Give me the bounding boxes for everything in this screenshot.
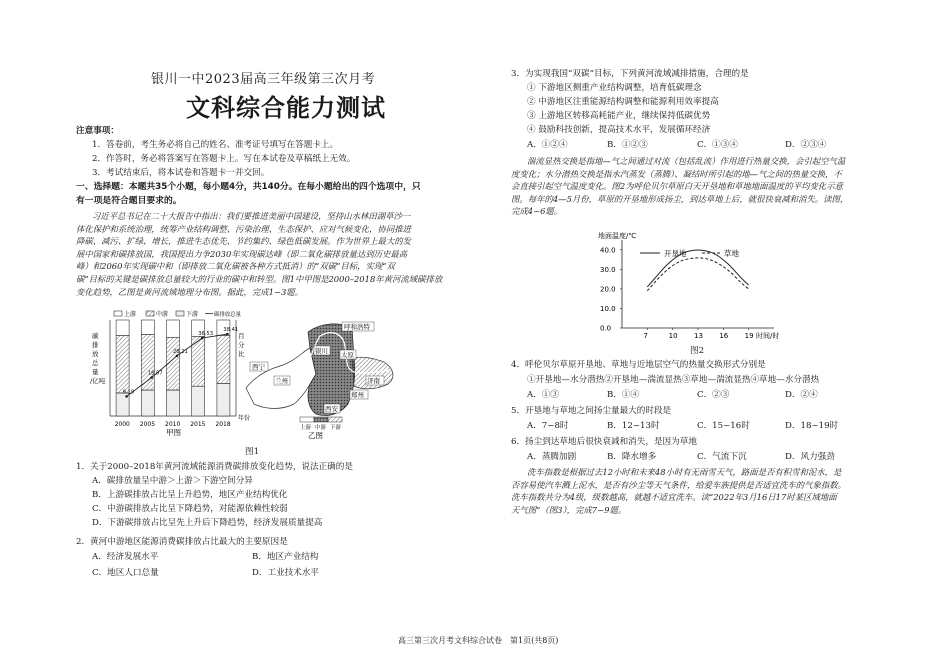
city-taiyuan: 太原 bbox=[341, 351, 354, 359]
jia-x-tick: 2018 bbox=[215, 421, 231, 428]
q6-stem: 6．扬尘到达草地后很快衰减和消失，是因为草地 bbox=[511, 437, 697, 447]
city-hohhot: 呼和浩特 bbox=[344, 323, 370, 331]
jia-legend bbox=[114, 310, 242, 318]
q4-option-d[interactable]: D．②④ bbox=[785, 390, 818, 400]
q3-item: ③ 上游地区转移高耗能产业，继续保持低碳优势 bbox=[527, 111, 711, 121]
city-xining: 西宁 bbox=[252, 363, 265, 371]
q4-items: ①开垦地—水分潜热②开垦地—湍流显热③草地—湍流显热④草地—水分潜热 bbox=[527, 375, 820, 385]
total-emission-label: 9.19 bbox=[122, 389, 135, 396]
figure1-yi-map bbox=[244, 318, 404, 440]
q3-item: ④ 鼓励科技创新，提高技术水平，发展循环经济 bbox=[527, 125, 711, 135]
fig2-ticks bbox=[600, 246, 754, 340]
section-heading-cont: 有一项是符合题目要求的。 bbox=[76, 196, 182, 206]
fig2-x-tick-label: 7 bbox=[643, 332, 648, 340]
bar-upstream bbox=[141, 320, 154, 334]
total-emission-label: 28.21 bbox=[173, 348, 188, 355]
fig2-x-tick-label: 13 bbox=[694, 332, 703, 340]
q2-option-b[interactable]: B．地区产业结构 bbox=[252, 552, 319, 562]
passage-line: 会直接引起空气温度变化。图2为呼伦贝尔草原白天开垦地和草地地面温度的平均变化示意 bbox=[511, 181, 843, 192]
q4-option-b[interactable]: B．①④ bbox=[607, 390, 640, 400]
passage-line: 洗车指数共分为4级，级数越高，就越不适宜洗车。读“2022年3月16日17时某区域地面 bbox=[511, 492, 837, 503]
figure1-jia-chart bbox=[88, 308, 256, 440]
city-jinan: 济南 bbox=[367, 377, 380, 385]
jia-x-tick: 2005 bbox=[139, 421, 156, 428]
q5-option-c[interactable]: C．15~16时 bbox=[697, 421, 750, 431]
total-emission-point bbox=[151, 376, 154, 379]
q1-option-d[interactable]: D．下游碳排放占比呈先上升后下降趋势，经济发展质量提高 bbox=[92, 518, 323, 528]
total-emission-label: 18.07 bbox=[147, 370, 163, 377]
legend-midstream: 中游 bbox=[156, 311, 169, 318]
jia-x-suffix: 年份 bbox=[238, 415, 251, 422]
jia-ylabel: 碳排放总量/亿吨 bbox=[90, 332, 106, 385]
total-emission-point bbox=[125, 395, 128, 398]
map-legend-upstream-swatch bbox=[300, 417, 314, 422]
notice-item: 3．考试结束后，将本试卷和答题卡一并交回。 bbox=[92, 168, 270, 178]
legend-swatch-downstream bbox=[176, 311, 184, 316]
q2-option-d[interactable]: D．工业技术水平 bbox=[252, 568, 320, 578]
passage-line: 否容易使汽车溅上泥水，是否有沙尘等天气条件，给爱车族提供是否适宜洗车的气象指数。 bbox=[511, 479, 846, 490]
legend-upstream: 上游 bbox=[124, 311, 137, 318]
q3-option-c[interactable]: C．①③④ bbox=[697, 140, 738, 150]
figure2-chart bbox=[596, 228, 796, 344]
q6-option-b[interactable]: B．降水增多 bbox=[607, 452, 657, 462]
map-midstream-region bbox=[308, 324, 355, 416]
bar-downstream bbox=[167, 390, 180, 416]
passage-line: 天气图”（图3），完成7~9题。 bbox=[511, 504, 627, 515]
q5-option-b[interactable]: B．12~13时 bbox=[607, 421, 660, 431]
fig2-y-tick-label: 40.0 bbox=[600, 246, 616, 255]
q1-option-a[interactable]: A．碳排放量呈中游＞上游＞下游空间分异 bbox=[92, 476, 253, 486]
q2-option-c[interactable]: C．地区人口总量 bbox=[92, 568, 159, 578]
bar-midstream bbox=[116, 335, 129, 393]
passage-line: 洗车指数是根据过去12小时和未来48小时有无雨雪天气，路面是否有积雪和泥水，是 bbox=[527, 467, 842, 477]
legend-swatch-midstream bbox=[146, 311, 154, 316]
q1-option-c[interactable]: C．中游碳排放占比呈下降趋势，对能源依赖性较弱 bbox=[92, 504, 288, 514]
notice-item: 1．答卷前，考生务必将自己的姓名、准考证号填写在答题卡上。 bbox=[92, 140, 339, 150]
fig2-y-tick-label: 20.0 bbox=[600, 285, 616, 294]
q3-item: ② 中游地区注重能源结构调整和能源利用效率提高 bbox=[527, 97, 719, 107]
grassland-line bbox=[647, 258, 748, 291]
city-lanzhou: 兰州 bbox=[275, 377, 288, 385]
section-heading: 一、选择题：本题共35个小题，每小题4分，共140分。在每小题给出的四个选项中，只 bbox=[76, 182, 421, 192]
jia-ylabel2: 百分比 bbox=[238, 332, 245, 358]
q5-stem: 5．开垦地与草地之间扬尘量最大的时段是 bbox=[511, 406, 672, 416]
city-zhengzhou: 郑州 bbox=[351, 391, 364, 399]
passage-line: 碳”目标的关键是碳排放总量较大的行业的碳中和转型。图1中甲图是2000–2018年黄河流域碳排放 bbox=[76, 273, 443, 284]
passage-line: 习近平总书记在二十大报告中指出：我们要推进美丽中国建设，坚持山水林田湖草沙一 bbox=[92, 211, 411, 221]
q3-option-b[interactable]: B．①②③ bbox=[607, 140, 648, 150]
map-legend-midstream-swatch bbox=[314, 417, 328, 422]
figure2-caption: 图2 bbox=[690, 346, 705, 356]
map-legend-midstream: 中游 bbox=[315, 425, 327, 431]
legend-downstream: 下游 bbox=[186, 311, 199, 318]
jia-label: 甲图 bbox=[166, 428, 181, 437]
total-emission-label: 36.53 bbox=[198, 331, 214, 338]
q3-stem: 3．为实现我国“双碳”目标，下列黄河流域减排措施，合理的是 bbox=[511, 69, 749, 79]
yi-label: 乙图 bbox=[308, 431, 323, 440]
bar-upstream bbox=[116, 320, 129, 335]
bar-downstream bbox=[192, 386, 205, 416]
bar-upstream bbox=[167, 320, 180, 337]
city-xian: 西安 bbox=[325, 405, 338, 413]
map-legend-downstream-swatch bbox=[328, 417, 342, 422]
q1-option-b[interactable]: B．上游碳排放占比呈上升趋势，地区产业结构优化 bbox=[92, 490, 288, 500]
fig2-legend-grassland: 草地 bbox=[724, 249, 739, 258]
bar-downstream bbox=[141, 390, 154, 416]
q3-option-d[interactable]: D．②③④ bbox=[785, 140, 827, 150]
passage-line: 湍流显热交换是指地—气之间通过对流（包括乱流）作用进行热量交换，会引起空气温 bbox=[527, 156, 846, 166]
legend-total: 碳排放总量 bbox=[214, 312, 241, 318]
total-emission-point bbox=[226, 333, 229, 336]
q4-option-c[interactable]: C．②③ bbox=[697, 390, 730, 400]
notice-heading: 注意事项： bbox=[76, 126, 119, 136]
q3-item: ① 下游地区侧重产业结构调整，培育低碳理念 bbox=[527, 83, 702, 93]
passage-line: 变化趋势，乙图是黄河流域地理分布图。据此，完成1~3题。 bbox=[76, 286, 304, 297]
jia-x-tick: 2010 bbox=[165, 421, 181, 428]
passage-line: 度变化；水分潜热交换是指水汽蒸发（蒸腾）、凝结时所引起的地—气之间的热量交换，不 bbox=[511, 168, 842, 179]
passage-line: 降碳、减污、扩绿、增长，推进生态优先、节约集约、绿色低碳发展。作为世界上最大的发 bbox=[76, 236, 411, 247]
passage-line: 展中国家和碳排放国，我国提出力争2030年实现碳达峰（即二氧化碳排放量达到历史最高 bbox=[76, 248, 408, 259]
q6-option-c[interactable]: C．气流下沉 bbox=[697, 452, 747, 462]
q5-option-a[interactable]: A．7~8时 bbox=[527, 421, 569, 431]
jia-x-tick: 2000 bbox=[114, 421, 130, 428]
page-title: 文科综合能力测试 bbox=[186, 94, 386, 122]
total-emission-point bbox=[201, 337, 204, 340]
q2-stem: 2．黄河中游地区能源消费碳排放占比最大的主要原因是 bbox=[76, 537, 288, 547]
map-legend-upstream: 上游 bbox=[300, 425, 312, 431]
passage-line: 体化保护和系统治理，统筹产业结构调整、污染治理、生态保护、应对气候变化，协同推进 bbox=[76, 223, 411, 234]
q4-stem: 4．呼伦贝尔草原开垦地、草地与近地层空气的热量交换形式分别是 bbox=[511, 360, 766, 370]
fig2-y-tick-label: 30.0 bbox=[600, 265, 616, 274]
passage-2 bbox=[511, 155, 931, 218]
fig2-x-tick-label: 19 bbox=[744, 332, 754, 340]
q2-option-a[interactable]: A．经济发展水平 bbox=[92, 552, 159, 562]
map-legend-downstream: 下游 bbox=[330, 425, 342, 431]
q6-option-d[interactable]: D．风力强劲 bbox=[785, 452, 835, 462]
q5-option-d[interactable]: D．18~19时 bbox=[785, 421, 839, 431]
total-emission-point bbox=[176, 355, 179, 358]
passage-line: 完成4~6题。 bbox=[511, 206, 563, 217]
passage-line: 峰）和2060年实现碳中和（即排放二氧化碳被各种方式抵消）的“双碳”目标，实现“双 bbox=[76, 261, 395, 272]
legend-swatch-upstream bbox=[114, 311, 122, 316]
bar-midstream bbox=[141, 334, 154, 390]
passage-line: 图。每年的4—5月份，草原的开垦地形成扬尘，到达草地上后，就很快衰减和消失。读图， bbox=[511, 193, 849, 204]
fig2-x-tick-label: 16 bbox=[719, 332, 729, 340]
fig2-y-tick-label: 0.0 bbox=[600, 324, 612, 333]
fig2-ylabel: 地面温度/℃ bbox=[598, 232, 637, 240]
page-footer: 高三第三次月考文科综合试卷 第1页(共8页) bbox=[398, 636, 559, 645]
bar-downstream bbox=[217, 383, 230, 416]
total-emission-label: 38.41 bbox=[223, 327, 239, 334]
fig2-y-tick-label: 10.0 bbox=[600, 304, 616, 313]
school-line: 银川一中2023届高三年级第三次月考 bbox=[151, 72, 376, 87]
q6-option-a[interactable]: A．蒸腾加剧 bbox=[527, 452, 577, 462]
city-yinchuan: 银川 bbox=[315, 347, 328, 355]
notice-item: 2．作答时，务必将答案写在答题卡上。写在本试卷及草稿纸上无效。 bbox=[92, 154, 356, 164]
fig2-legend-cultivated: 开垦地 bbox=[664, 249, 687, 258]
q3-option-a[interactable]: A．①②④ bbox=[527, 140, 568, 150]
jia-x-tick: 2015 bbox=[190, 421, 206, 428]
passage-3 bbox=[511, 466, 931, 516]
figure1-caption: 图1 bbox=[245, 447, 260, 457]
passage-1 bbox=[76, 210, 496, 298]
q4-option-a[interactable]: A．①③ bbox=[527, 390, 559, 400]
fig2-xlabel: 时间/时 bbox=[756, 332, 780, 340]
fig2-x-tick-label: 10 bbox=[668, 332, 678, 340]
q1-stem: 1．关于2000–2018年黄河流域能源消费碳排放变化趋势，说法正确的是 bbox=[76, 462, 353, 472]
bar-midstream bbox=[217, 335, 230, 383]
